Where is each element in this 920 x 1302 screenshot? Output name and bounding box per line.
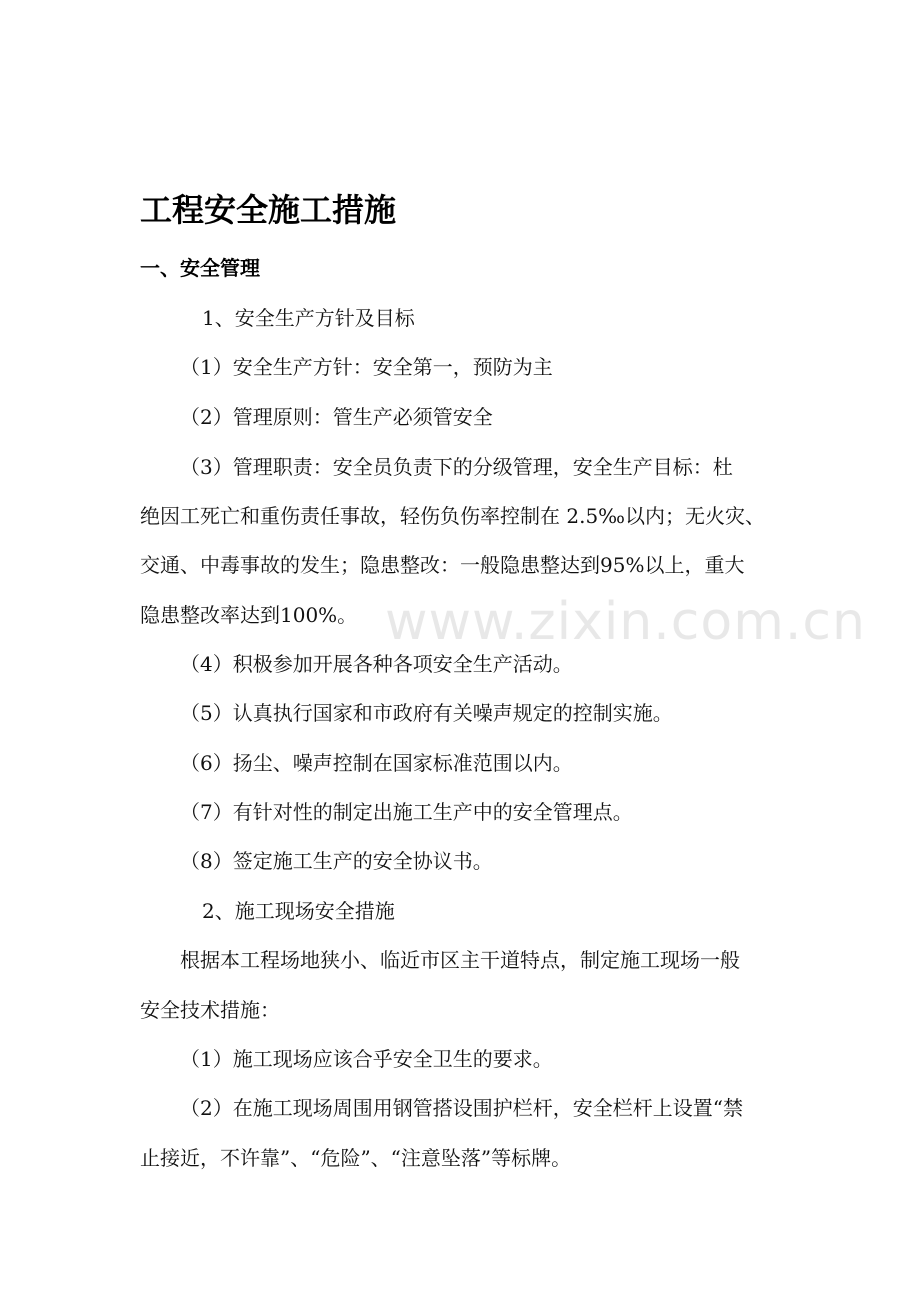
watermark: www.zixin.com.cn (385, 592, 866, 652)
section-heading: 一、安全管理 (140, 256, 260, 280)
paragraph-line: （2）管理原则：管生产必须管安全 (180, 405, 493, 429)
paragraph-line: （4）积极参加开展各种各项安全生产活动。 (180, 652, 573, 676)
paragraph-line: （2）在施工现场周围用钢管搭设围护栏杆，安全栏杆上设置“禁 (180, 1096, 743, 1120)
paragraph-line: 隐患整改率达到100%。 (140, 603, 358, 627)
paragraph-line: （6）扬尘、噪声控制在国家标准范围以内。 (180, 751, 573, 775)
document-title: 工程安全施工措施 (140, 191, 397, 229)
paragraph-line: （7）有针对性的制定出施工生产中的安全管理点。 (180, 800, 633, 824)
paragraph-line: （3）管理职责：安全员负责下的分级管理，安全生产目标：杜 (180, 455, 733, 479)
paragraph-line: （5）认真执行国家和市政府有关噪声规定的控制实施。 (180, 701, 673, 725)
paragraph-line: （1）安全生产方针：安全第一，预防为主 (180, 355, 553, 379)
paragraph-line: 止接近，不许靠”、“危险”、“注意坠落”等标牌。 (140, 1146, 572, 1170)
paragraph-line: 绝因工死亡和重伤责任事故，轻伤负伤率控制在 2.5‰以内；无火灾、 (140, 504, 765, 528)
subsection-heading-2: 2、施工现场安全措施 (202, 899, 395, 923)
paragraph-line: 安全技术措施： (140, 998, 280, 1022)
paragraph-line: （8）签定施工生产的安全协议书。 (180, 849, 493, 873)
subsection-heading-1: 1、安全生产方针及目标 (202, 306, 415, 330)
paragraph-line: 根据本工程场地狭小、临近市区主干道特点，制定施工现场一般 (180, 948, 740, 972)
paragraph-line: （1）施工现场应该合乎安全卫生的要求。 (180, 1047, 553, 1071)
paragraph-line: 交通、中毒事故的发生；隐患整改：一般隐患整达到95%以上，重大 (140, 553, 745, 577)
